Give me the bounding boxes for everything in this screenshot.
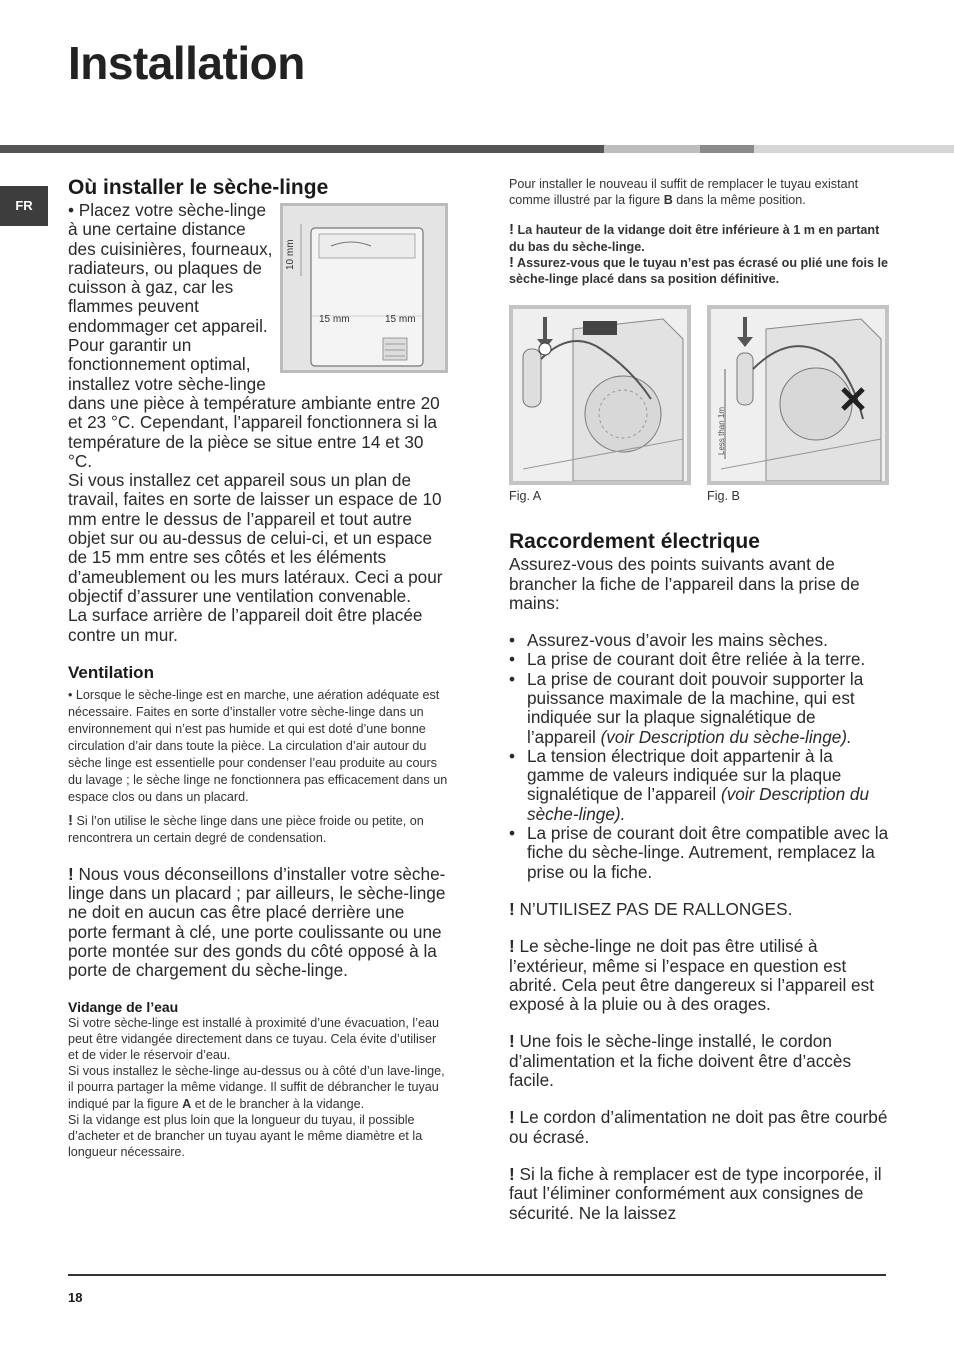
figure-b xyxy=(707,305,889,485)
warning-icon: ! xyxy=(509,1031,515,1052)
footer-rule xyxy=(68,1274,886,1276)
worktop-clearance-text: Si vous installez cet appareil sous un plan de travail, faites en sorte de laisser un espace de 10 mm entre le dessus de l’appareil et tout autre objet sur ou au-dessus de celui-ci, et un espace de 15 mm entre ses côtés et les éléments d’ameublement ou les murs latéraux. Ceci a pour objectif d’assurer une ventilation convenable. xyxy=(68,470,443,606)
cupboard-warning xyxy=(68,865,448,981)
clearance-left-label: 15 mm xyxy=(319,314,350,325)
cord-warning: ! Le cordon d’alimentation ne doit pas être courbé ou écrasé. xyxy=(509,1107,888,1147)
figure-a-caption: Fig. A xyxy=(509,489,542,504)
access-warning: ! Une fois le sèche-linge installé, le cordon d’alimentation et la fiche doivent être d’accès facile. xyxy=(509,1031,852,1091)
warning-icon: ! xyxy=(509,253,514,271)
drain-height-warning: ! La hauteur de la vidange doit être inférieure à 1 m en partant du bas du sèche-linge. xyxy=(509,221,880,254)
plug-disposal-warning: ! Si la fiche à remplacer est de type incorporée, il faut l’éliminer conformément aux consignes de sécurité. Ne la laissez xyxy=(509,1163,882,1223)
electrical-intro: Assurez-vous des points suivants avant de brancher la fiche de l’appareil dans la prise de mains: xyxy=(509,554,860,613)
language-tab: FR xyxy=(0,186,48,226)
drain-text-3: Si la vidange est plus loin que la longueur du tuyau, il possible d’acheter et de brancher un tuyau ayant le même diamètre et la longueur nécessaire. xyxy=(68,1112,423,1160)
warning-icon: ! xyxy=(68,863,74,884)
header-rule-light xyxy=(604,145,700,153)
figure-captions xyxy=(509,489,889,503)
section-heading-electrical: Raccordement électrique xyxy=(509,530,760,554)
outdoor-warning: ! Le sèche-linge ne doit pas être utilisé à l’extérieur, même si l’espace en question est abrité. Cela peut être dangereux si l’appareil est exposé à la pluie ou à des orages. xyxy=(509,936,874,1015)
warning-icon: ! xyxy=(68,811,73,829)
list-item: • La prise de courant doit être reliée à la terre. xyxy=(509,650,889,669)
drain-text-1: Si votre sèche-linge est installé à proximité d’une évacuation, l’eau peut être vidangée directement dans ce tuyau. Cela évite d’utiliser et de vider le réservoir d’eau. xyxy=(68,1015,440,1063)
clearance-right-label: 15 mm xyxy=(385,314,416,325)
figure-a xyxy=(509,305,691,485)
clearance-figure xyxy=(280,203,448,373)
figure-a-illustration xyxy=(513,309,687,481)
clearance-top-label: 10 mm xyxy=(285,239,296,270)
header-rule-dark xyxy=(0,145,604,153)
drain-text-2: Si vous installez le sèche-linge au-dessus ou à côté d’un lave-linge, il pourra partager la même vidange. Il suffit de débrancher le tuyau indiqué par la figure A et de le brancher à la vidange. xyxy=(68,1064,445,1111)
condensation-warning xyxy=(68,812,448,847)
placement-intro: • Placez votre sèche-linge à une certaine distance des cuisinières, fourneaux, radiateurs, ou plaques de cuisson à gaz, car les flammes peuvent endommager cet appareil. Pour garantir un fonctionnement optimal, installez votre sèche-linge dans une pièce à température ambiante entre 20 et 23 °C. Cependant, l’appareil fonctionnera si la température de la pièce se situe entre 14 et 30 °C. xyxy=(68,200,440,471)
page-title: Installation xyxy=(68,37,305,89)
hose-crush-warning: ! Assurez-vous que le tuyau n’est pas écrasé ou plié une fois le sèche-linge placé dans sa position définitive. xyxy=(509,253,888,287)
list-item: • La prise de courant doit être compatible avec la fiche du sèche-linge. Autrement, remplacez la prise ou la fiche. xyxy=(509,824,889,882)
warning-icon: ! xyxy=(509,936,515,957)
rear-wall-text: La surface arrière de l’appareil doit être placée contre un mur. xyxy=(68,605,423,645)
hose-replace-text: Pour installer le nouveau il suffit de remplacer le tuyau existant comme illustré par la figure B dans la même position. xyxy=(509,177,859,208)
drain-heading: Vidange de l’eau xyxy=(68,998,179,1015)
condensation-warning-text: Si l’on utilise le sèche linge dans une pièce froide ou petite, on rencontrera un certain degré de condensation. xyxy=(68,813,424,845)
figure-ref-a: A xyxy=(182,1096,192,1111)
dryer-clearance-illustration xyxy=(283,206,445,370)
list-item: • Assurez-vous d’avoir les mains sèches. xyxy=(509,631,889,650)
figure-ref-b: B xyxy=(663,193,673,208)
warning-icon: ! xyxy=(509,221,514,239)
hose-figures xyxy=(509,305,889,485)
warning-icon: ! xyxy=(509,1107,515,1128)
cupboard-warning-text: Nous vous déconseillons d’installer votre sèche-linge dans un placard ; par ailleurs, le sèche-linge ne doit en aucun cas être placé derrière une porte fermant à clé, une porte coulissante ou une porte montée sur des gonds du côté opposé à la porte de chargement du sèche-linge. xyxy=(68,863,446,981)
ventilation-heading: Ventilation xyxy=(68,662,154,682)
page-number: 18 xyxy=(68,1290,83,1305)
warning-icon: ! xyxy=(509,1163,515,1184)
figure-b-caption: Fig. B xyxy=(707,489,740,504)
left-column xyxy=(68,175,448,1160)
electrical-checklist xyxy=(509,631,889,882)
list-item: • La prise de courant doit pouvoir supporter la puissance maximale de la machine, qui est indiquée sur la plaque signalétique de l’appareil (voir Description du sèche-linge). xyxy=(509,670,889,747)
warning-icon: ! xyxy=(509,898,515,919)
right-column xyxy=(509,176,889,1223)
header-rule-pale xyxy=(754,145,954,153)
section-heading-placement: Où installer le sèche-linge xyxy=(68,176,329,199)
no-extension-warning: ! N’UTILISEZ PAS DE RALLONGES. xyxy=(509,898,793,919)
figure-b-illustration xyxy=(711,309,885,481)
list-item: • La tension électrique doit appartenir à la gamme de valeurs indiquée sur la plaque signalétique de l’appareil (voir Description du sèche-linge). xyxy=(509,747,889,824)
figure-b-height-note: Less than 1m xyxy=(717,407,726,456)
header-rule-mid xyxy=(700,145,754,153)
ventilation-text: • Lorsque le sèche-linge est en marche, une aération adéquate est nécessaire. Faites en sorte d’installer votre sèche-linge dans un environnement qui n’est pas humide et qui est doté d’une bonne circulation d’air dans toute la pièce. La circulation d’air autour du sèche linge est essentielle pour condenser l’eau produite au cours du lavage ; le sèche linge ne fonctionnera pas efficacement dans un espace clos ou dans un placard. xyxy=(68,687,448,804)
